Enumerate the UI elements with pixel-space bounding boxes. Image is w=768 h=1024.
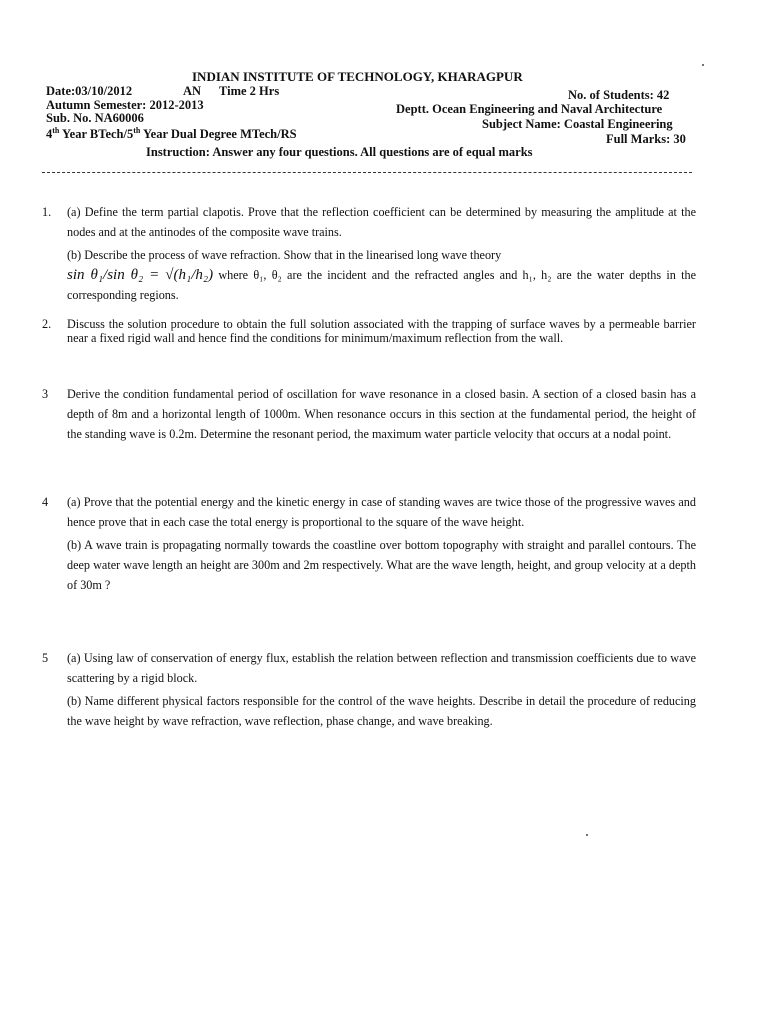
scan-speck [586, 834, 588, 836]
year-degree-line: 4th Year BTech/5th Year Dual Degree MTech/RS [46, 125, 297, 141]
question-text: Derive the condition fundamental period of oscillation for wave resonance in a closed basin. A section of a closed basin has a depth of 8m and a horizontal length of 1000m. When resonance occurs in this section at the fundamental period, the height of the standing wave is 0.2m. Determine the resonant period, the maximum water particle velocity that occurs at a nodal point. [67, 387, 696, 441]
question-number: 2. [42, 317, 52, 331]
question-part-b: (b) Name different physical factors responsible for the control of the wave heights. Describe in detail the procedure of reducing the wave height by wave refraction, wave reflection, phase change, and wave breaking. [67, 694, 696, 728]
subject-name: Subject Name: Coastal Engineering [482, 117, 673, 131]
student-count: No. of Students: 42 [568, 88, 670, 102]
question-text: Discuss the solution procedure to obtain the full solution associated with the trapping of surface waves by a permeable barrier near a fixed rigid wall and hence find the conditions for minimum/maximum reflection from the wall. [67, 317, 696, 345]
question-2 [42, 317, 696, 348]
scan-speck [702, 64, 704, 66]
question-part-a: (a) Define the term partial clapotis. Prove that the reflection coefficient can be determined by measuring the amplitude at the nodes and at the antinodes of the composite wave trains. [67, 205, 696, 239]
question-part-a: (a) Using law of conservation of energy flux, establish the relation between reflection and transmission coefficients due to wave scattering by a rigid block. [67, 651, 696, 685]
question-number: 3 [42, 387, 49, 401]
institute-title: INDIAN INSTITUTE OF TECHNOLOGY, KHARAGPUR [192, 69, 523, 84]
question-part-a: (a) Prove that the potential energy and the kinetic energy in case of standing waves are twice those of the progressive waves and hence prove that in each case the total energy is proportional to the square of the wave height. [67, 495, 696, 529]
exam-date: Date:03/10/2012 [46, 84, 133, 98]
semester: Autumn Semester: 2012-2013 [46, 98, 204, 112]
question-number: 4 [42, 495, 49, 509]
question-1 [42, 202, 696, 308]
instruction: Instruction: Answer any four questions. All questions are of equal marks [146, 145, 533, 159]
exam-session: AN [183, 84, 202, 98]
question-3 [42, 384, 696, 447]
question-part-b-intro: (b) Describe the process of wave refraction. Show that in the linearised long wave theory [67, 248, 502, 262]
question-part-b-rest: where θ₁, θ₂ are the incident and the refracted angles and h₁, h₂ are the water depths in the corresponding regions. [67, 268, 696, 302]
full-marks: Full Marks: 30 [606, 132, 686, 146]
department: Deptt. Ocean Engineering and Naval Architecture [396, 102, 663, 116]
question-part-b: (b) A wave train is propagating normally towards the coastline over bottom topography with straight and parallel contours. The deep water wave length an height are 300m and 2m respectively. What are the wave length, height, and group velocity at a depth of 30m ? [67, 538, 696, 592]
header-divider [42, 172, 692, 173]
exam-duration: Time 2 Hrs [219, 84, 280, 98]
question-5 [42, 648, 696, 734]
refraction-formula: sin θ₁/sin θ₂ = √(h₁/h₂) [67, 267, 214, 283]
question-number: 5 [42, 651, 49, 665]
question-4 [42, 492, 696, 598]
subject-number: Sub. No. NA60006 [46, 111, 144, 125]
question-number: 1. [42, 205, 52, 219]
